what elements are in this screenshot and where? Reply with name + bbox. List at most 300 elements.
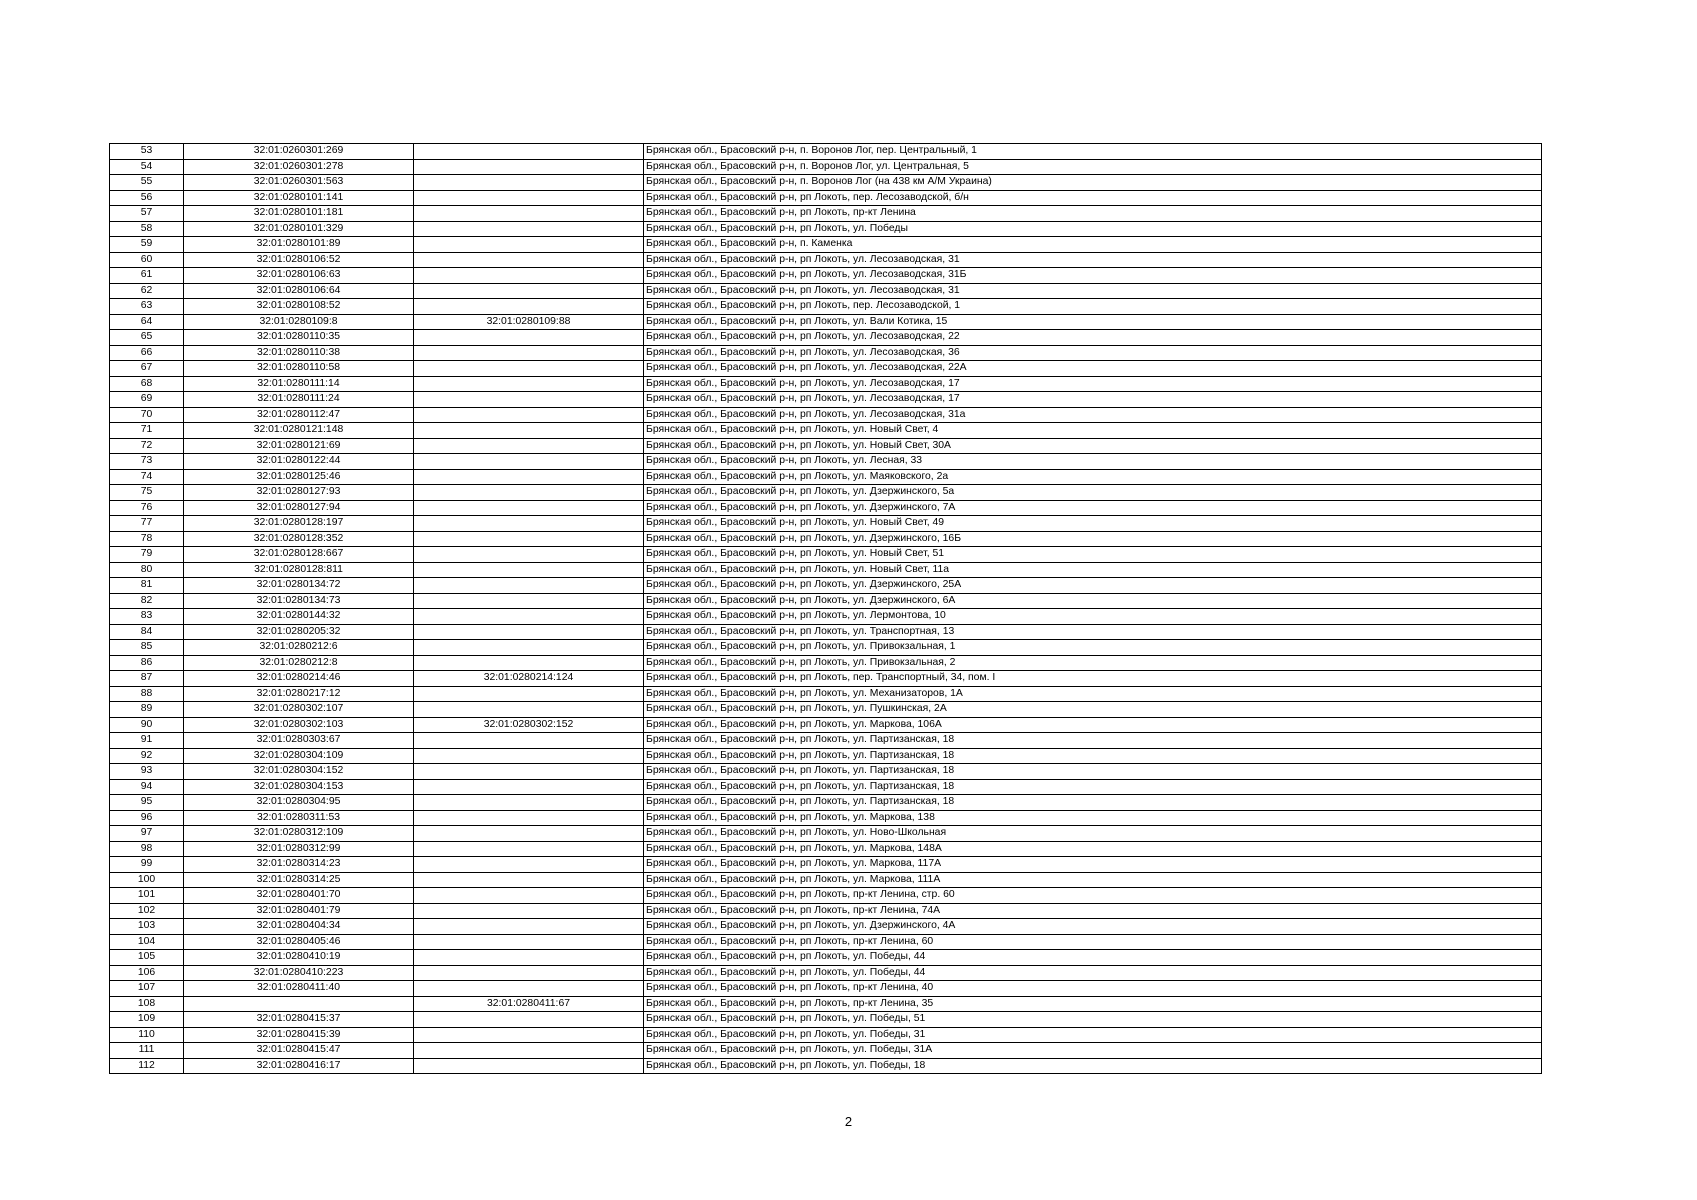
row-number-cell: 72 bbox=[110, 438, 184, 454]
cadastral-number-cell: 32:01:0280411:40 bbox=[184, 981, 414, 997]
address-cell: Брянская обл., Брасовский р-н, рп Локоть, ул. Лесозаводская, 22 bbox=[644, 330, 1542, 346]
cadastral-number-cell: 32:01:0280125:46 bbox=[184, 469, 414, 485]
table-row bbox=[110, 965, 1542, 981]
table-row bbox=[110, 764, 1542, 780]
table-row bbox=[110, 733, 1542, 749]
address-cell: Брянская обл., Брасовский р-н, рп Локоть, ул. Маяковского, 2а bbox=[644, 469, 1542, 485]
row-number-cell: 79 bbox=[110, 547, 184, 563]
related-cadastral-number-cell bbox=[414, 454, 644, 470]
cadastral-number-cell: 32:01:0280134:73 bbox=[184, 593, 414, 609]
address-cell: Брянская обл., Брасовский р-н, рп Локоть, ул. Дзержинского, 6А bbox=[644, 593, 1542, 609]
related-cadastral-number-cell bbox=[414, 237, 644, 253]
address-cell: Брянская обл., Брасовский р-н, рп Локоть, ул. Лесозаводская, 31Б bbox=[644, 268, 1542, 284]
row-number-cell: 84 bbox=[110, 624, 184, 640]
table-row bbox=[110, 407, 1542, 423]
row-number-cell: 53 bbox=[110, 144, 184, 160]
table-row bbox=[110, 702, 1542, 718]
related-cadastral-number-cell bbox=[414, 1012, 644, 1028]
related-cadastral-number-cell bbox=[414, 795, 644, 811]
cadastral-number-cell: 32:01:0280144:32 bbox=[184, 609, 414, 625]
cadastral-number-cell: 32:01:0280110:58 bbox=[184, 361, 414, 377]
row-number-cell: 60 bbox=[110, 252, 184, 268]
row-number-cell: 90 bbox=[110, 717, 184, 733]
row-number-cell: 87 bbox=[110, 671, 184, 687]
cadastral-number-cell: 32:01:0280122:44 bbox=[184, 454, 414, 470]
address-cell: Брянская обл., Брасовский р-н, рп Локоть, ул. Лесная, 33 bbox=[644, 454, 1542, 470]
cadastral-number-cell: 32:01:0280401:79 bbox=[184, 903, 414, 919]
related-cadastral-number-cell bbox=[414, 175, 644, 191]
cadastral-number-cell: 32:01:0280106:64 bbox=[184, 283, 414, 299]
table-row bbox=[110, 268, 1542, 284]
address-cell: Брянская обл., Брасовский р-н, п. Каменка bbox=[644, 237, 1542, 253]
related-cadastral-number-cell bbox=[414, 903, 644, 919]
address-cell: Брянская обл., Брасовский р-н, рп Локоть, ул. Победы, 18 bbox=[644, 1058, 1542, 1074]
row-number-cell: 102 bbox=[110, 903, 184, 919]
address-cell: Брянская обл., Брасовский р-н, рп Локоть, ул. Партизанская, 18 bbox=[644, 795, 1542, 811]
related-cadastral-number-cell bbox=[414, 345, 644, 361]
registry-table-body bbox=[110, 144, 1542, 1074]
cadastral-number-cell: 32:01:0280205:32 bbox=[184, 624, 414, 640]
related-cadastral-number-cell bbox=[414, 144, 644, 160]
related-cadastral-number-cell bbox=[414, 872, 644, 888]
cadastral-number-cell: 32:01:0280415:37 bbox=[184, 1012, 414, 1028]
row-number-cell: 96 bbox=[110, 810, 184, 826]
cadastral-number-cell: 32:01:0280111:14 bbox=[184, 376, 414, 392]
table-row bbox=[110, 578, 1542, 594]
address-cell: Брянская обл., Брасовский р-н, рп Локоть, ул. Лесозаводская, 17 bbox=[644, 376, 1542, 392]
address-cell: Брянская обл., Брасовский р-н, рп Локоть, ул. Маркова, 111А bbox=[644, 872, 1542, 888]
row-number-cell: 67 bbox=[110, 361, 184, 377]
related-cadastral-number-cell bbox=[414, 640, 644, 656]
table-row bbox=[110, 531, 1542, 547]
cadastral-number-cell: 32:01:0280304:153 bbox=[184, 779, 414, 795]
table-row bbox=[110, 175, 1542, 191]
address-cell: Брянская обл., Брасовский р-н, рп Локоть, ул. Победы, 44 bbox=[644, 950, 1542, 966]
cadastral-number-cell: 32:01:0280128:352 bbox=[184, 531, 414, 547]
related-cadastral-number-cell bbox=[414, 562, 644, 578]
row-number-cell: 57 bbox=[110, 206, 184, 222]
related-cadastral-number-cell bbox=[414, 1043, 644, 1059]
related-cadastral-number-cell bbox=[414, 1058, 644, 1074]
related-cadastral-number-cell bbox=[414, 221, 644, 237]
row-number-cell: 61 bbox=[110, 268, 184, 284]
address-cell: Брянская обл., Брасовский р-н, рп Локоть, ул. Новый Свет, 30А bbox=[644, 438, 1542, 454]
row-number-cell: 108 bbox=[110, 996, 184, 1012]
table-row bbox=[110, 237, 1542, 253]
related-cadastral-number-cell bbox=[414, 748, 644, 764]
address-cell: Брянская обл., Брасовский р-н, рп Локоть, ул. Победы, 44 bbox=[644, 965, 1542, 981]
address-cell: Брянская обл., Брасовский р-н, рп Локоть, пер. Транспортный, 34, пом. I bbox=[644, 671, 1542, 687]
related-cadastral-number-cell bbox=[414, 438, 644, 454]
table-row bbox=[110, 438, 1542, 454]
address-cell: Брянская обл., Брасовский р-н, п. Воронов Лог, пер. Центральный, 1 bbox=[644, 144, 1542, 160]
related-cadastral-number-cell bbox=[414, 268, 644, 284]
related-cadastral-number-cell bbox=[414, 407, 644, 423]
related-cadastral-number-cell bbox=[414, 841, 644, 857]
table-row bbox=[110, 190, 1542, 206]
cadastral-number-cell: 32:01:0280101:181 bbox=[184, 206, 414, 222]
cadastral-number-cell: 32:01:0280212:6 bbox=[184, 640, 414, 656]
cadastral-number-cell: 32:01:0280314:23 bbox=[184, 857, 414, 873]
table-row bbox=[110, 547, 1542, 563]
table-row bbox=[110, 795, 1542, 811]
table-row bbox=[110, 283, 1542, 299]
row-number-cell: 86 bbox=[110, 655, 184, 671]
related-cadastral-number-cell bbox=[414, 888, 644, 904]
row-number-cell: 62 bbox=[110, 283, 184, 299]
address-cell: Брянская обл., Брасовский р-н, рп Локоть, ул. Транспортная, 13 bbox=[644, 624, 1542, 640]
table-row bbox=[110, 469, 1542, 485]
address-cell: Брянская обл., Брасовский р-н, рп Локоть, пр-кт Ленина, 35 bbox=[644, 996, 1542, 1012]
table-row bbox=[110, 376, 1542, 392]
row-number-cell: 54 bbox=[110, 159, 184, 175]
table-row bbox=[110, 826, 1542, 842]
cadastral-number-cell: 32:01:0280401:70 bbox=[184, 888, 414, 904]
property-registry-table bbox=[109, 143, 1542, 1074]
row-number-cell: 93 bbox=[110, 764, 184, 780]
row-number-cell: 106 bbox=[110, 965, 184, 981]
table-row bbox=[110, 609, 1542, 625]
address-cell: Брянская обл., Брасовский р-н, рп Локоть, ул. Лесозаводская, 36 bbox=[644, 345, 1542, 361]
related-cadastral-number-cell bbox=[414, 516, 644, 532]
row-number-cell: 55 bbox=[110, 175, 184, 191]
row-number-cell: 59 bbox=[110, 237, 184, 253]
address-cell: Брянская обл., Брасовский р-н, рп Локоть, ул. Новый Свет, 49 bbox=[644, 516, 1542, 532]
table-row bbox=[110, 485, 1542, 501]
address-cell: Брянская обл., Брасовский р-н, рп Локоть, ул. Новый Свет, 51 bbox=[644, 547, 1542, 563]
related-cadastral-number-cell bbox=[414, 779, 644, 795]
table-row bbox=[110, 392, 1542, 408]
cadastral-number-cell: 32:01:0280217:12 bbox=[184, 686, 414, 702]
cadastral-number-cell: 32:01:0280312:99 bbox=[184, 841, 414, 857]
row-number-cell: 70 bbox=[110, 407, 184, 423]
address-cell: Брянская обл., Брасовский р-н, п. Воронов Лог (на 438 км А/М Украина) bbox=[644, 175, 1542, 191]
address-cell: Брянская обл., Брасовский р-н, рп Локоть, ул. Вали Котика, 15 bbox=[644, 314, 1542, 330]
related-cadastral-number-cell bbox=[414, 655, 644, 671]
cadastral-number-cell: 32:01:0280311:53 bbox=[184, 810, 414, 826]
cadastral-number-cell: 32:01:0280128:667 bbox=[184, 547, 414, 563]
related-cadastral-number-cell bbox=[414, 252, 644, 268]
related-cadastral-number-cell bbox=[414, 531, 644, 547]
related-cadastral-number-cell: 32:01:0280109:88 bbox=[414, 314, 644, 330]
address-cell: Брянская обл., Брасовский р-н, рп Локоть, ул. Победы, 51 bbox=[644, 1012, 1542, 1028]
address-cell: Брянская обл., Брасовский р-н, рп Локоть, пер. Лесозаводской, 1 bbox=[644, 299, 1542, 315]
table-row bbox=[110, 919, 1542, 935]
table-row bbox=[110, 144, 1542, 160]
cadastral-number-cell: 32:01:0280128:197 bbox=[184, 516, 414, 532]
address-cell: Брянская обл., Брасовский р-н, рп Локоть, пр-кт Ленина, стр. 60 bbox=[644, 888, 1542, 904]
cadastral-number-cell: 32:01:0260301:269 bbox=[184, 144, 414, 160]
cadastral-number-cell: 32:01:0280214:46 bbox=[184, 671, 414, 687]
cadastral-number-cell: 32:01:0280111:24 bbox=[184, 392, 414, 408]
address-cell: Брянская обл., Брасовский р-н, рп Локоть, ул. Маркова, 138 bbox=[644, 810, 1542, 826]
cadastral-number-cell: 32:01:0280304:152 bbox=[184, 764, 414, 780]
row-number-cell: 75 bbox=[110, 485, 184, 501]
related-cadastral-number-cell bbox=[414, 702, 644, 718]
related-cadastral-number-cell bbox=[414, 485, 644, 501]
table-row bbox=[110, 299, 1542, 315]
address-cell: Брянская обл., Брасовский р-н, рп Локоть, ул. Победы, 31 bbox=[644, 1027, 1542, 1043]
address-cell: Брянская обл., Брасовский р-н, рп Локоть, ул. Дзержинского, 5а bbox=[644, 485, 1542, 501]
row-number-cell: 99 bbox=[110, 857, 184, 873]
table-row bbox=[110, 314, 1542, 330]
related-cadastral-number-cell bbox=[414, 624, 644, 640]
related-cadastral-number-cell bbox=[414, 686, 644, 702]
table-row bbox=[110, 624, 1542, 640]
cadastral-number-cell: 32:01:0280312:109 bbox=[184, 826, 414, 842]
cadastral-number-cell: 32:01:0280304:109 bbox=[184, 748, 414, 764]
table-row bbox=[110, 1058, 1542, 1074]
cadastral-number-cell: 32:01:0280106:52 bbox=[184, 252, 414, 268]
table-row bbox=[110, 686, 1542, 702]
related-cadastral-number-cell bbox=[414, 423, 644, 439]
cadastral-number-cell: 32:01:0280101:329 bbox=[184, 221, 414, 237]
related-cadastral-number-cell bbox=[414, 981, 644, 997]
table-row bbox=[110, 841, 1542, 857]
table-row bbox=[110, 872, 1542, 888]
row-number-cell: 111 bbox=[110, 1043, 184, 1059]
cadastral-number-cell: 32:01:0280212:8 bbox=[184, 655, 414, 671]
row-number-cell: 63 bbox=[110, 299, 184, 315]
related-cadastral-number-cell bbox=[414, 950, 644, 966]
row-number-cell: 82 bbox=[110, 593, 184, 609]
table-row bbox=[110, 810, 1542, 826]
related-cadastral-number-cell bbox=[414, 500, 644, 516]
address-cell: Брянская обл., Брасовский р-н, рп Локоть, ул. Маркова, 106А bbox=[644, 717, 1542, 733]
related-cadastral-number-cell bbox=[414, 934, 644, 950]
cadastral-number-cell: 32:01:0280304:95 bbox=[184, 795, 414, 811]
related-cadastral-number-cell bbox=[414, 578, 644, 594]
address-cell: Брянская обл., Брасовский р-н, рп Локоть, пер. Лесозаводской, б/н bbox=[644, 190, 1542, 206]
page-number: 2 bbox=[844, 1114, 853, 1129]
table-row bbox=[110, 1027, 1542, 1043]
row-number-cell: 76 bbox=[110, 500, 184, 516]
related-cadastral-number-cell bbox=[414, 609, 644, 625]
row-number-cell: 104 bbox=[110, 934, 184, 950]
row-number-cell: 66 bbox=[110, 345, 184, 361]
row-number-cell: 97 bbox=[110, 826, 184, 842]
address-cell: Брянская обл., Брасовский р-н, рп Локоть, ул. Дзержинского, 7А bbox=[644, 500, 1542, 516]
address-cell: Брянская обл., Брасовский р-н, рп Локоть, ул. Партизанская, 18 bbox=[644, 764, 1542, 780]
cadastral-number-cell: 32:01:0280121:148 bbox=[184, 423, 414, 439]
address-cell: Брянская обл., Брасовский р-н, рп Локоть, ул. Привокзальная, 1 bbox=[644, 640, 1542, 656]
table-row bbox=[110, 640, 1542, 656]
row-number-cell: 58 bbox=[110, 221, 184, 237]
related-cadastral-number-cell bbox=[414, 965, 644, 981]
table-row bbox=[110, 423, 1542, 439]
row-number-cell: 81 bbox=[110, 578, 184, 594]
row-number-cell: 85 bbox=[110, 640, 184, 656]
row-number-cell: 91 bbox=[110, 733, 184, 749]
address-cell: Брянская обл., Брасовский р-н, рп Локоть, ул. Партизанская, 18 bbox=[644, 748, 1542, 764]
table-row bbox=[110, 454, 1542, 470]
row-number-cell: 69 bbox=[110, 392, 184, 408]
table-row bbox=[110, 717, 1542, 733]
table-row bbox=[110, 748, 1542, 764]
cadastral-number-cell: 32:01:0260301:278 bbox=[184, 159, 414, 175]
row-number-cell: 74 bbox=[110, 469, 184, 485]
table-row bbox=[110, 345, 1542, 361]
cadastral-number-cell: 32:01:0280108:52 bbox=[184, 299, 414, 315]
related-cadastral-number-cell bbox=[414, 733, 644, 749]
address-cell: Брянская обл., Брасовский р-н, рп Локоть, ул. Новый Свет, 4 bbox=[644, 423, 1542, 439]
related-cadastral-number-cell bbox=[414, 919, 644, 935]
address-cell: Брянская обл., Брасовский р-н, рп Локоть, пр-кт Ленина, 74А bbox=[644, 903, 1542, 919]
table-row bbox=[110, 671, 1542, 687]
related-cadastral-number-cell bbox=[414, 547, 644, 563]
cadastral-number-cell: 32:01:0280410:223 bbox=[184, 965, 414, 981]
related-cadastral-number-cell bbox=[414, 810, 644, 826]
address-cell: Брянская обл., Брасовский р-н, рп Локоть, пр-кт Ленина, 40 bbox=[644, 981, 1542, 997]
row-number-cell: 78 bbox=[110, 531, 184, 547]
row-number-cell: 80 bbox=[110, 562, 184, 578]
cadastral-number-cell: 32:01:0280404:34 bbox=[184, 919, 414, 935]
related-cadastral-number-cell bbox=[414, 593, 644, 609]
cadastral-number-cell: 32:01:0280112:47 bbox=[184, 407, 414, 423]
table-row bbox=[110, 903, 1542, 919]
address-cell: Брянская обл., Брасовский р-н, рп Локоть, ул. Лесозаводская, 17 bbox=[644, 392, 1542, 408]
table-row bbox=[110, 206, 1542, 222]
cadastral-number-cell: 32:01:0280101:141 bbox=[184, 190, 414, 206]
row-number-cell: 68 bbox=[110, 376, 184, 392]
cadastral-number-cell: 32:01:0280302:103 bbox=[184, 717, 414, 733]
table-row bbox=[110, 1043, 1542, 1059]
cadastral-number-cell: 32:01:0280101:89 bbox=[184, 237, 414, 253]
row-number-cell: 101 bbox=[110, 888, 184, 904]
row-number-cell: 109 bbox=[110, 1012, 184, 1028]
table-row bbox=[110, 562, 1542, 578]
related-cadastral-number-cell bbox=[414, 206, 644, 222]
cadastral-number-cell: 32:01:0280416:17 bbox=[184, 1058, 414, 1074]
address-cell: Брянская обл., Брасовский р-н, рп Локоть, ул. Дзержинского, 16Б bbox=[644, 531, 1542, 547]
address-cell: Брянская обл., Брасовский р-н, рп Локоть, ул. Механизаторов, 1А bbox=[644, 686, 1542, 702]
cadastral-number-cell: 32:01:0280127:94 bbox=[184, 500, 414, 516]
related-cadastral-number-cell bbox=[414, 764, 644, 780]
table-row bbox=[110, 950, 1542, 966]
address-cell: Брянская обл., Брасовский р-н, рп Локоть, ул. Лесозаводская, 31 bbox=[644, 252, 1542, 268]
related-cadastral-number-cell bbox=[414, 469, 644, 485]
table-row bbox=[110, 779, 1542, 795]
table-row bbox=[110, 500, 1542, 516]
address-cell: Брянская обл., Брасовский р-н, рп Локоть, ул. Партизанская, 18 bbox=[644, 779, 1542, 795]
cadastral-number-cell: 32:01:0280109:8 bbox=[184, 314, 414, 330]
row-number-cell: 100 bbox=[110, 872, 184, 888]
row-number-cell: 94 bbox=[110, 779, 184, 795]
address-cell: Брянская обл., Брасовский р-н, рп Локоть, ул. Лермонтова, 10 bbox=[644, 609, 1542, 625]
row-number-cell: 64 bbox=[110, 314, 184, 330]
related-cadastral-number-cell: 32:01:0280302:152 bbox=[414, 717, 644, 733]
related-cadastral-number-cell bbox=[414, 330, 644, 346]
address-cell: Брянская обл., Брасовский р-н, рп Локоть, ул. Ново-Школьная bbox=[644, 826, 1542, 842]
row-number-cell: 83 bbox=[110, 609, 184, 625]
table-row bbox=[110, 516, 1542, 532]
table-row bbox=[110, 981, 1542, 997]
row-number-cell: 107 bbox=[110, 981, 184, 997]
address-cell: Брянская обл., Брасовский р-н, рп Локоть, ул. Пушкинская, 2А bbox=[644, 702, 1542, 718]
table-row bbox=[110, 159, 1542, 175]
row-number-cell: 105 bbox=[110, 950, 184, 966]
row-number-cell: 73 bbox=[110, 454, 184, 470]
row-number-cell: 65 bbox=[110, 330, 184, 346]
address-cell: Брянская обл., Брасовский р-н, рп Локоть, ул. Маркова, 117А bbox=[644, 857, 1542, 873]
address-cell: Брянская обл., Брасовский р-н, рп Локоть, ул. Дзержинского, 4А bbox=[644, 919, 1542, 935]
cadastral-number-cell: 32:01:0280110:35 bbox=[184, 330, 414, 346]
table-row bbox=[110, 934, 1542, 950]
related-cadastral-number-cell bbox=[414, 1027, 644, 1043]
row-number-cell: 112 bbox=[110, 1058, 184, 1074]
table-row bbox=[110, 252, 1542, 268]
related-cadastral-number-cell bbox=[414, 283, 644, 299]
row-number-cell: 103 bbox=[110, 919, 184, 935]
cadastral-number-cell: 32:01:0280405:46 bbox=[184, 934, 414, 950]
cadastral-number-cell: 32:01:0280302:107 bbox=[184, 702, 414, 718]
cadastral-number-cell: 32:01:0280410:19 bbox=[184, 950, 414, 966]
address-cell: Брянская обл., Брасовский р-н, рп Локоть, пр-кт Ленина, 60 bbox=[644, 934, 1542, 950]
row-number-cell: 88 bbox=[110, 686, 184, 702]
row-number-cell: 71 bbox=[110, 423, 184, 439]
cadastral-number-cell: 32:01:0280314:25 bbox=[184, 872, 414, 888]
related-cadastral-number-cell bbox=[414, 361, 644, 377]
address-cell: Брянская обл., Брасовский р-н, рп Локоть, ул. Лесозаводская, 22А bbox=[644, 361, 1542, 377]
row-number-cell: 89 bbox=[110, 702, 184, 718]
cadastral-number-cell bbox=[184, 996, 414, 1012]
address-cell: Брянская обл., Брасовский р-н, рп Локоть, пр-кт Ленина bbox=[644, 206, 1542, 222]
related-cadastral-number-cell bbox=[414, 299, 644, 315]
row-number-cell: 98 bbox=[110, 841, 184, 857]
related-cadastral-number-cell bbox=[414, 857, 644, 873]
related-cadastral-number-cell bbox=[414, 376, 644, 392]
cadastral-number-cell: 32:01:0280110:38 bbox=[184, 345, 414, 361]
address-cell: Брянская обл., Брасовский р-н, рп Локоть, ул. Лесозаводская, 31 bbox=[644, 283, 1542, 299]
address-cell: Брянская обл., Брасовский р-н, рп Локоть, ул. Привокзальная, 2 bbox=[644, 655, 1542, 671]
cadastral-number-cell: 32:01:0280415:39 bbox=[184, 1027, 414, 1043]
cadastral-number-cell: 32:01:0280303:67 bbox=[184, 733, 414, 749]
row-number-cell: 56 bbox=[110, 190, 184, 206]
table-row bbox=[110, 655, 1542, 671]
cadastral-number-cell: 32:01:0260301:563 bbox=[184, 175, 414, 191]
cadastral-number-cell: 32:01:0280128:811 bbox=[184, 562, 414, 578]
address-cell: Брянская обл., Брасовский р-н, рп Локоть, ул. Победы bbox=[644, 221, 1542, 237]
address-cell: Брянская обл., Брасовский р-н, п. Воронов Лог, ул. Центральная, 5 bbox=[644, 159, 1542, 175]
table-row bbox=[110, 221, 1542, 237]
address-cell: Брянская обл., Брасовский р-н, рп Локоть, ул. Новый Свет, 11а bbox=[644, 562, 1542, 578]
table-row bbox=[110, 996, 1542, 1012]
related-cadastral-number-cell bbox=[414, 190, 644, 206]
cadastral-number-cell: 32:01:0280134:72 bbox=[184, 578, 414, 594]
table-row bbox=[110, 888, 1542, 904]
address-cell: Брянская обл., Брасовский р-н, рп Локоть, ул. Победы, 31А bbox=[644, 1043, 1542, 1059]
cadastral-number-cell: 32:01:0280106:63 bbox=[184, 268, 414, 284]
cadastral-number-cell: 32:01:0280121:69 bbox=[184, 438, 414, 454]
table-row bbox=[110, 857, 1542, 873]
address-cell: Брянская обл., Брасовский р-н, рп Локоть, ул. Дзержинского, 25А bbox=[644, 578, 1542, 594]
table-row bbox=[110, 361, 1542, 377]
related-cadastral-number-cell bbox=[414, 392, 644, 408]
table-row bbox=[110, 1012, 1542, 1028]
row-number-cell: 110 bbox=[110, 1027, 184, 1043]
cadastral-number-cell: 32:01:0280127:93 bbox=[184, 485, 414, 501]
related-cadastral-number-cell bbox=[414, 826, 644, 842]
row-number-cell: 77 bbox=[110, 516, 184, 532]
row-number-cell: 95 bbox=[110, 795, 184, 811]
table-row bbox=[110, 330, 1542, 346]
address-cell: Брянская обл., Брасовский р-н, рп Локоть, ул. Маркова, 148А bbox=[644, 841, 1542, 857]
related-cadastral-number-cell: 32:01:0280411:67 bbox=[414, 996, 644, 1012]
table-row bbox=[110, 593, 1542, 609]
cadastral-number-cell: 32:01:0280415:47 bbox=[184, 1043, 414, 1059]
address-cell: Брянская обл., Брасовский р-н, рп Локоть, ул. Лесозаводская, 31а bbox=[644, 407, 1542, 423]
address-cell: Брянская обл., Брасовский р-н, рп Локоть, ул. Партизанская, 18 bbox=[644, 733, 1542, 749]
